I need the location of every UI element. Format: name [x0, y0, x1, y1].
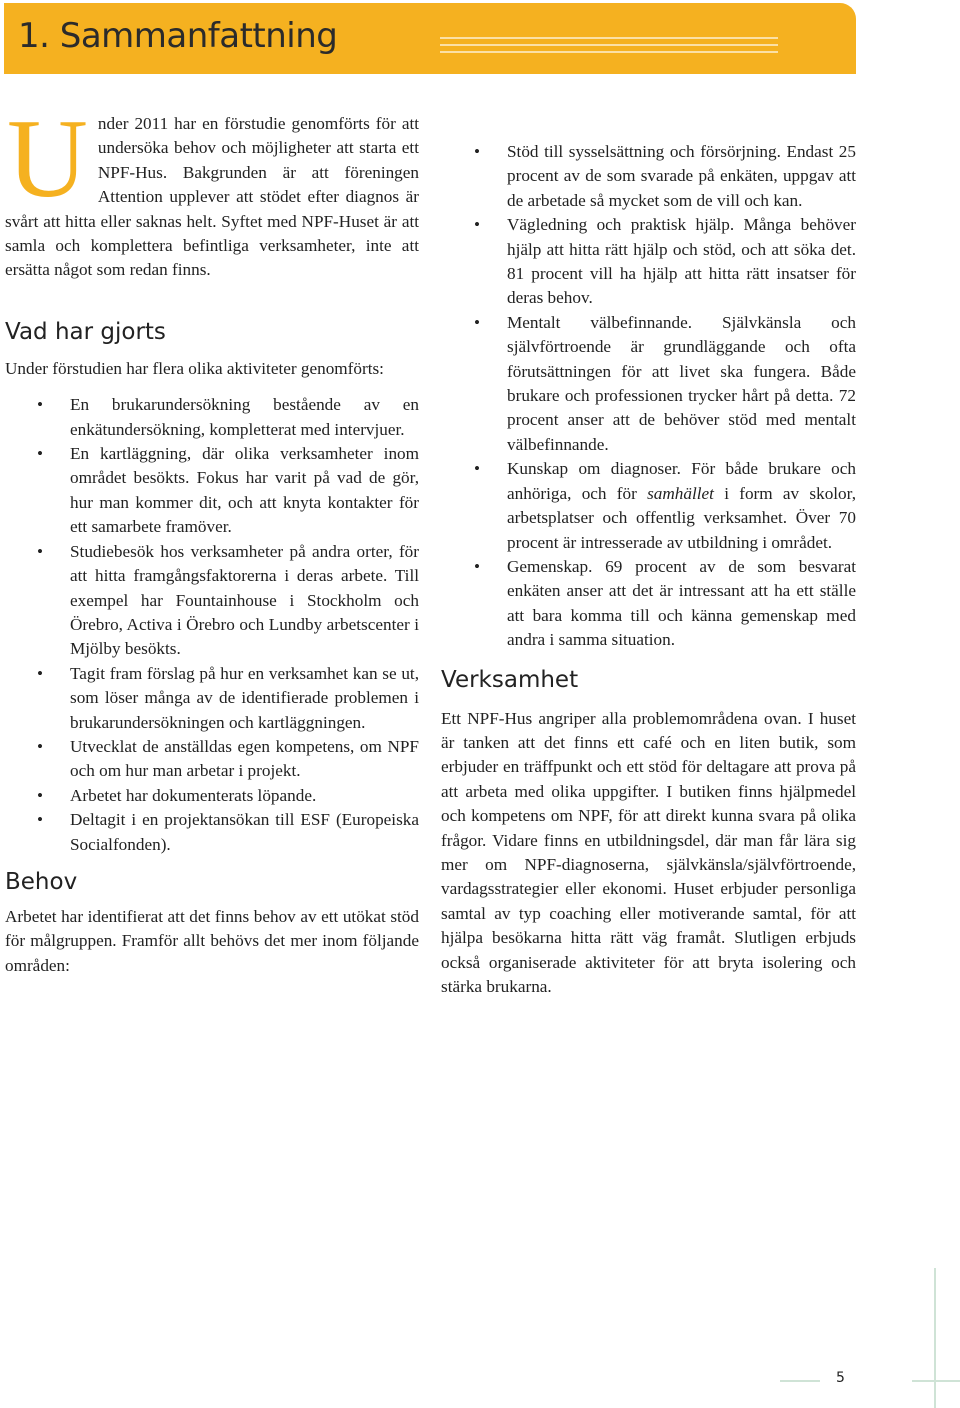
section-needs-text: Arbetet har identifierat att det finns behov av ett utökat stöd för målgruppen. Framför allt behövs det mer inom följande områden:	[5, 906, 419, 975]
list-item: • En brukarundersökning bestående av en enkätundersökning, kompletterat med intervjuer.	[37, 395, 419, 439]
list-item: • Deltagit i en projektansökan till ESF (Europeiska Socialfonden).	[37, 810, 419, 854]
right-column	[441, 140, 856, 999]
bullet-icon: •	[37, 785, 44, 805]
section-heading-needs: Behov	[5, 868, 78, 895]
bullet-icon: •	[474, 459, 481, 479]
list-item: • Vägledning och praktisk hjälp. Många behöver hjälp att hitta rätt hjälp och stöd, och att söka det. 81 procent vill ha hjälp att hitta rätt insatser för deras behov.	[474, 215, 856, 308]
bullet-icon: •	[474, 312, 481, 332]
crop-mark	[912, 1380, 960, 1382]
list-item: • Arbetet har dokumenterats löpande.	[5, 784, 419, 808]
list-item: • Mentalt välbefinnande. Självkänsla och självförtroende är grundläggande och ofta förutsättningen för att livet ska fungera. Både brukare och professionen trycker hårt på detta. 72 procent anser att de behöver stöd med mentalt välbefinnande.	[474, 312, 856, 454]
bullet-icon: •	[474, 556, 481, 576]
page-number: 5	[836, 1370, 845, 1386]
list-item: • Utvecklat de anställdas egen kompetens, om NPF och om hur man arbetar i projekt.	[37, 736, 419, 781]
section-heading-done: Vad har gjorts	[5, 318, 166, 345]
bullet-icon: •	[37, 395, 44, 415]
crop-mark	[934, 1268, 936, 1408]
section-operation-text: Ett NPF-Hus angriper alla problemområdena ovan. I huset är tanken att det finns ett café och en liten butik, som erbjuder en träffpunkt och ett stöd för deltagare att prova på att arbeta med olika uppgifter. I butiken finns hjälpmedel och kompetens om NPF, för att direkt kunna svara på olika frågor. Vidare finns en utbildningsdel, där man får lära sig mer om NPF-diagnoserna, självkänsla/självförtroende, vardagsstrategier eller ekonomi. Huset erbjuder personliga samtal av typ coaching eller motiverande samtal, för att hjälpa besökarna hitta rätt väg framåt. Slutligen erbjuds också organiserade aktiviteter för att bryta isolering och stärka brukarna.	[441, 708, 856, 996]
bullet-icon: •	[474, 142, 481, 161]
bullet-icon: •	[37, 810, 44, 830]
bullet-icon: •	[37, 663, 44, 683]
drop-cap: U	[7, 97, 88, 221]
header-rule	[440, 44, 778, 46]
header-rule	[440, 51, 778, 53]
list-item: • Kunskap om diagnoser. För både brukare och anhöriga, och för samhället i form av skolor, arbetsplatser och offentlig verksamhet. Över 70 procent är intresserade av utbildning i området.	[474, 459, 856, 552]
emphasis-text: samhället	[647, 483, 714, 503]
list-item: • Tagit fram förslag på hur en verksamhet kan se ut, som löser många av de identifierade problemen i brukarundersökningen och kartläggningen.	[37, 663, 419, 732]
page-title: 1. Sammanfattning	[18, 16, 338, 56]
bullet-icon: •	[37, 444, 44, 464]
header-rule	[440, 37, 778, 39]
section-heading-operation: Verksamhet	[441, 666, 579, 693]
left-column	[5, 97, 419, 978]
list-item: • Gemenskap. 69 procent av de som besvarat enkäten anser att det är intressant att ha ett ställe att bara komma till och känna gemenskap med andra i samma situation.	[474, 556, 856, 650]
crop-mark	[780, 1380, 820, 1382]
list-item: • Studiebesök hos verksamheter på andra orter, för att hitta framgångsfaktorerna i deras arbete. Till exempel har Fountainhouse i Stockholm och Örebro, Activa i Örebro och Lundby arbetscenter i Mjölby besökts.	[37, 541, 419, 659]
intro-paragraph	[5, 97, 419, 283]
bullet-icon: •	[37, 541, 44, 561]
bullet-icon: •	[474, 215, 481, 235]
activities-list	[5, 393, 419, 857]
section-done-intro: Under förstudien har flera olika aktiviteter genomförts:	[5, 358, 384, 378]
list-item: • En kartläggning, där olika verksamheter inom området besökts. Fokus har varit på vad de gör, hur man kommer dit, och att knyta kontakter för ett samarbete framöver.	[37, 444, 419, 537]
intro-text: nder 2011 har en förstudie genomförts för att undersöka behov och möjligheter att starta ett NPF-Hus. Bakgrunden är att föreningen Attention upplever att stödet efter diagnos är svårt att hitta eller saknas helt. Syftet med NPF-Huset är att samla och komplettera befintliga verksamheter, inte att ersätta något som redan finns.	[5, 114, 419, 280]
list-item: • Stöd till sysselsättning och försörjning. Endast 25 procent av de som svarade på enkäten, uppgav att de arbetade så mycket som de vill och kan.	[474, 142, 856, 210]
needs-list	[441, 140, 856, 653]
bullet-icon: •	[37, 736, 44, 756]
